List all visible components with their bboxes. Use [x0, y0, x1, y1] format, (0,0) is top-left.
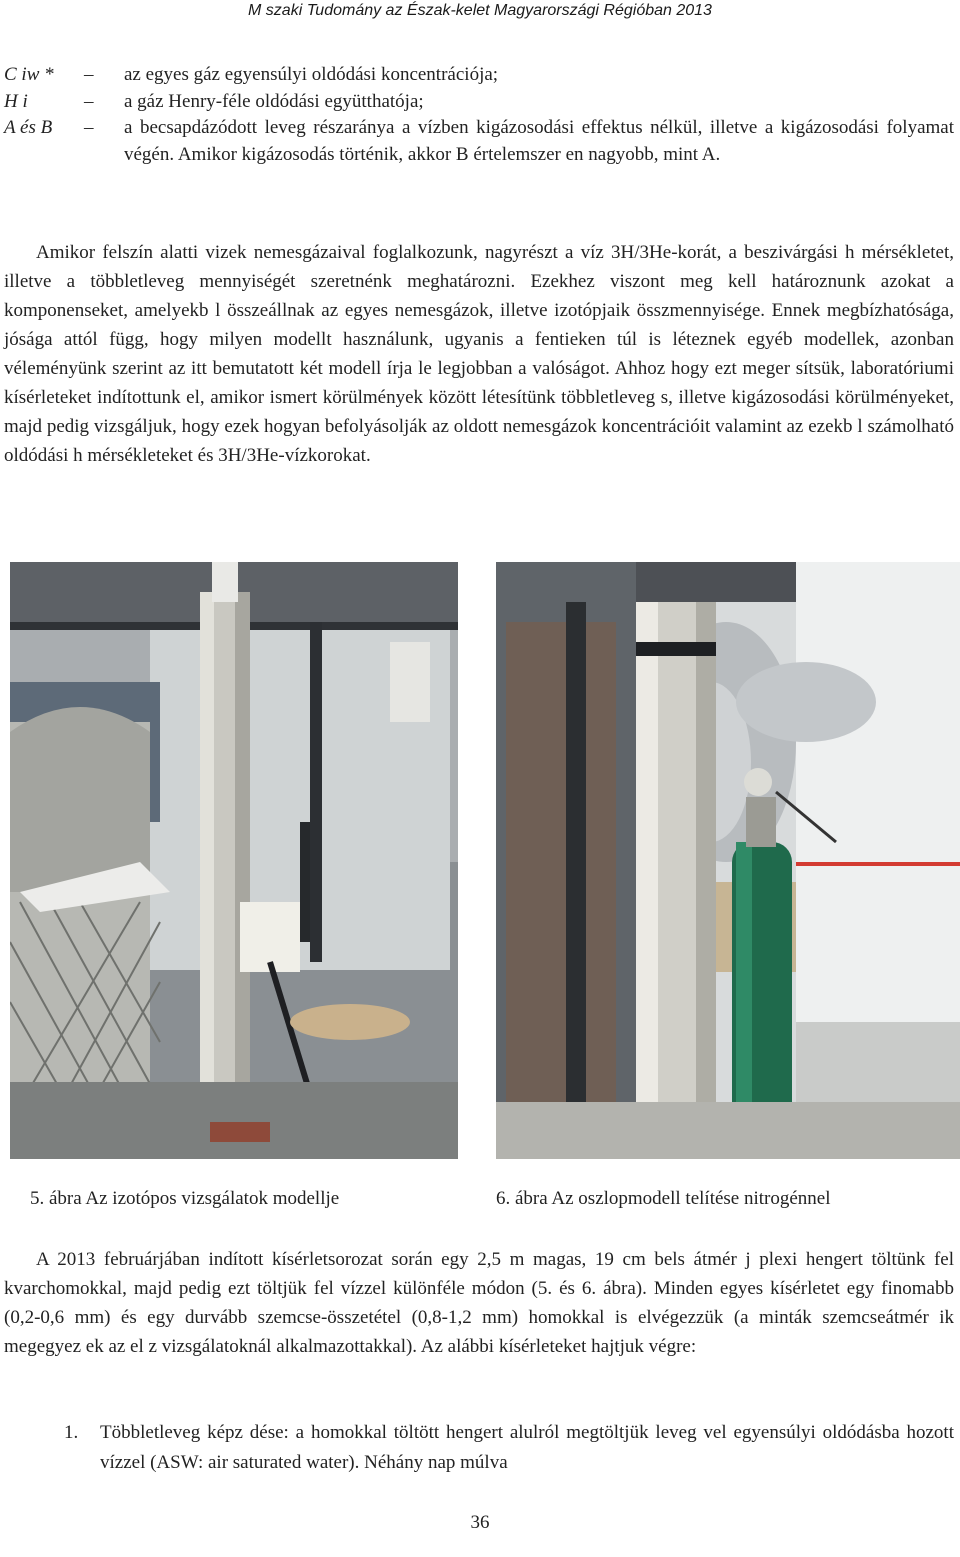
list-item-text: Többletleveg képz dése: a homokkal töltött hengert alulról megtöltjük leveg vel egyensúlyi oldódásba hozott vízzel (ASW: air saturated water). Néhány nap múlva: [100, 1422, 954, 1473]
running-header: M szaki Tudomány az Észak-kelet Magyarországi Régióban 2013: [248, 2, 712, 19]
definition-symbol: H i: [4, 90, 28, 112]
experiment-list: [64, 1418, 954, 1478]
figure-6-photo: [496, 562, 960, 1159]
symbol-definitions: [4, 62, 954, 168]
definition-dash: –: [84, 90, 94, 112]
definition-symbol: A és B: [4, 117, 53, 138]
definition-text: az egyes gáz egyensúlyi oldódási koncentrációja;: [124, 64, 499, 85]
definition-row: [4, 89, 954, 116]
definition-row: [4, 115, 954, 168]
page-number: 36: [470, 1512, 490, 1533]
figure-5-photo: [10, 562, 458, 1159]
figure-6-caption: 6. ábra Az oszlopmodell telítése nitrogénnel: [496, 1188, 831, 1209]
definition-text: a becsapdázódott leveg részaránya a vízben kigázosodási effektus nélkül, illetve a kigázosodási folyamat végén. Amikor kigázosodás történik, akkor B értelemszer en nagyobb, mint A.: [124, 117, 954, 165]
list-item: [64, 1418, 954, 1478]
definition-symbol: C iw *: [4, 64, 54, 85]
definition-dash: –: [84, 117, 94, 138]
list-item-number: 1.: [64, 1422, 79, 1443]
definition-text: a gáz Henry-féle oldódási együtthatója;: [124, 90, 424, 112]
figure-5-caption: 5. ábra Az izotópos vizsgálatok modellje: [30, 1188, 340, 1209]
body-paragraph-1: Amikor felszín alatti vizek nemesgázaival foglalkozunk, nagyrészt a víz 3H/3He-korát, a beszivárgási h mérsékletet, illetve a többletleveg mennyiségét szeretnénk meghatározni. Ezekhez viszont meg kell határoznunk azokat a komponenseket, amelyekb l összeállnak az egyes nemesgázok, illetve izotópjaik összmennyisége. Ennek megbízhatósága, jósága attól függ, hogy milyen modellt használunk, ugyanis a fentieken túl is léteznek egyéb modellek, azonban véleményünk szerint az itt bemutatott két modell írja le legjobban a valóságot. Ahhoz hogy ezt meger sítsük, laboratóriumi kísérleteket indítottunk el, amikor ismert körülmények között létesítünk többletleveg s, illetve kigázosodási körülményeket, majd pedig vizsgáljuk, hogy ezek hogyan befolyásolják az oldott nemesgázok koncentrációit valamint az ezekb l számolható oldódási h mérsékleteket és 3H/3He-vízkorokat.: [4, 242, 954, 466]
definition-row: [4, 62, 954, 89]
definition-dash: –: [84, 64, 94, 85]
body-paragraph-2: A 2013 februárjában indított kísérletsorozat során egy 2,5 m magas, 19 cm bels átmér j plexi hengert töltünk fel kvarchomokkal, majd pedig ezt töltjük fel vízzel különféle módon (5. és 6. ábra). Minden egyes kísérletet egy finomabb (0,2-0,6 mm) és egy durvább szemcse-összetétel (0,8-1,2 mm) homokkal is elvégezzük (a minták szemcseátmér ik megegyez ek az el z vizsgálatoknál alkalmazottakkal). Az alábbi kísérleteket hajtjuk végre:: [4, 1249, 954, 1357]
